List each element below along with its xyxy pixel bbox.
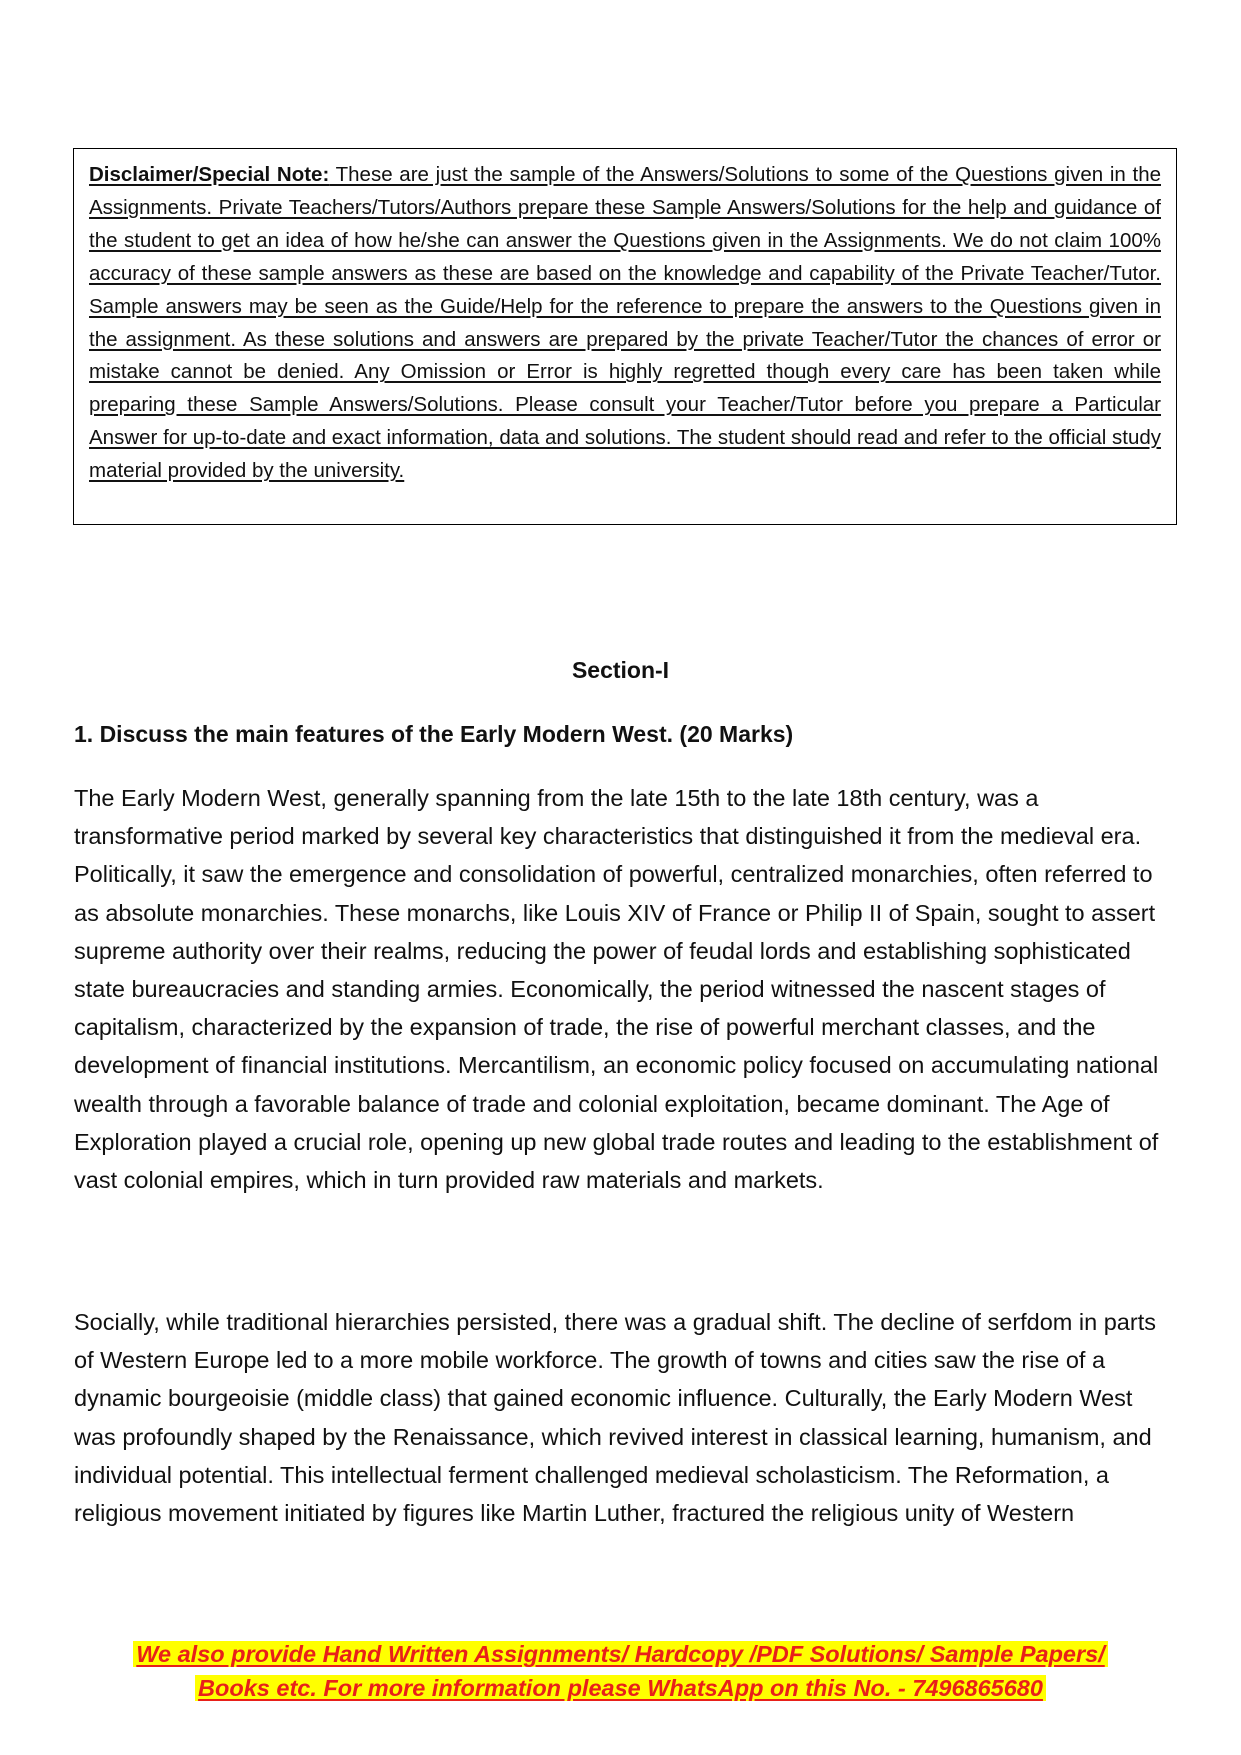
disclaimer-body: These are just the sample of the Answers/Solutions to some of the Questions given in the Assignments. Private Teachers/Tutors/Authors prepare these Sample Answers/Solutions for the help and guidance of the student to get an idea of how he/she can answer the Questions given in the Assignments. We do not claim 100% accuracy of these sample answers as these are based on the knowledge and capability of the Private Teacher/Tutor. Sample answers may be seen as the Guide/Help for the reference to prepare the answers to the Questions given in the assignment. As these solutions and answers are prepared by the private Teacher/Tutor the chances of error or mistake cannot be denied. Any Omission or Error is highly regretted though every care has been taken while preparing these Sample Answers/Solutions. Please consult your Teacher/Tutor before you prepare a Particular Answer for up-to-date and exact information, data and solutions. The student should read and refer to the official study material provided by the university. (89, 163, 1161, 483)
section-heading: Section-I (571, 657, 670, 683)
disclaimer-box (73, 148, 1177, 525)
question-title: 1. Discuss the main features of the Early Modern West. (20 Marks) (74, 721, 794, 747)
disclaimer-text (89, 159, 1161, 488)
footer-line-1: We also provide Hand Written Assignments/ Hardcopy /PDF Solutions/ Sample Papers/ (133, 1641, 1108, 1667)
answer-paragraph: Socially, while traditional hierarchies persisted, there was a gradual shift. The decline of serfdom in parts of Western Europe led to a more mobile workforce. The growth of towns and cities saw the rise of a dynamic bourgeoisie (middle class) that gained economic influence. Culturally, the Early Modern West was profoundly shaped by the Renaissance, which revived interest in classical learning, humanism, and individual potential. This intellectual ferment challenged medieval scholasticism. The Reformation, a religious movement initiated by figures like Martin Luther, fractured the religious unity of Western (74, 1309, 1156, 1527)
disclaimer-label: Disclaimer/Special Note: (89, 163, 330, 186)
footer-promo-note (0, 1637, 1241, 1705)
footer-line-2: Books etc. For more information please WhatsApp on this No. - 7496865680 (195, 1675, 1046, 1701)
answer-paragraph: The Early Modern West, generally spanning from the late 15th to the late 18th century, was a transformative period marked by several key characteristics that distinguished it from the medieval era. Politically, it saw the emergence and consolidation of powerful, centralized monarchies, often referred to as absolute monarchies. These monarchs, like Louis XIV of France or Philip II of Spain, sought to assert supreme authority over their realms, reducing the power of feudal lords and establishing sophisticated state bureaucracies and standing armies. Economically, the period witnessed the nascent stages of capitalism, characterized by the expansion of trade, the rise of powerful merchant classes, and the development of financial institutions. Mercantilism, an economic policy focused on accumulating national wealth through a favorable balance of trade and colonial exploitation, became dominant. The Age of Exploration played a crucial role, opening up new global trade routes and leading to the establishment of vast colonial empires, which in turn provided raw materials and markets. (74, 785, 1159, 1194)
